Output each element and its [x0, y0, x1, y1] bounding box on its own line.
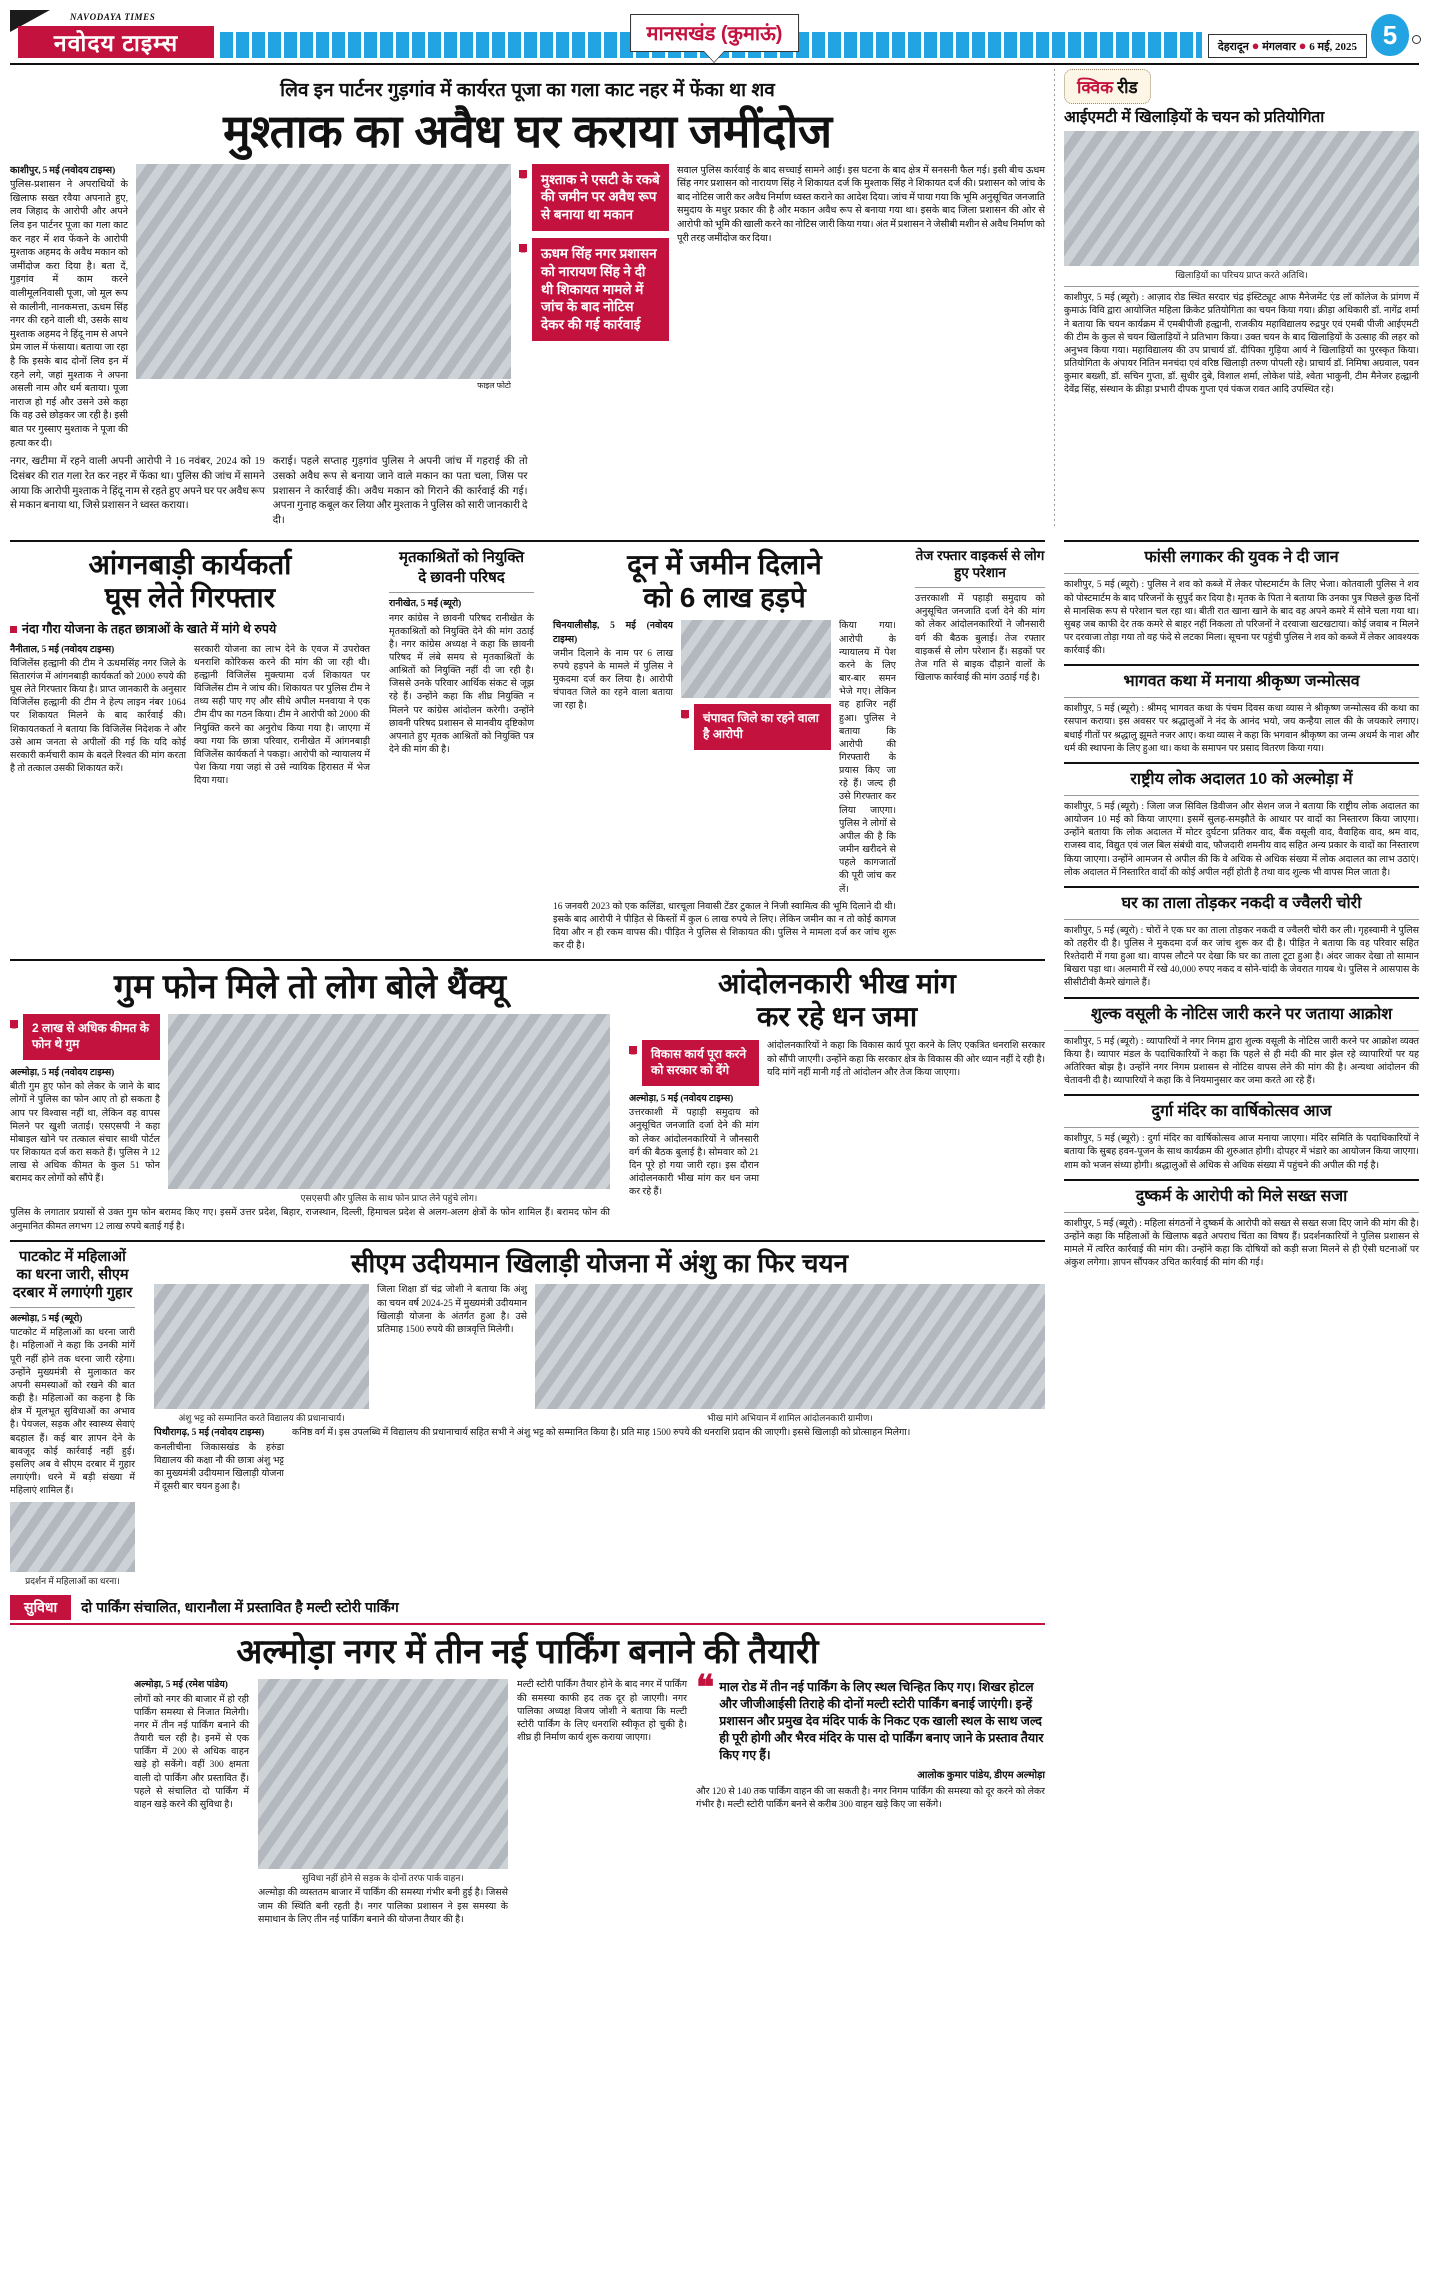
sidebar-item-0	[1064, 548, 1419, 658]
quick-read-label	[1064, 69, 1151, 104]
lead-bullets	[519, 164, 669, 452]
anganwadi-bullet-list	[10, 621, 370, 637]
lead-col3-text: कराई। पहले सप्ताह गुड़गांव पुलिस ने अपनी जांच में गहराई की तो उसको अवैध रूप से बनाया जाने वाले मकान का पता चला, जिस पर प्रशासन ने कार्रवाई की। अवैध मकान को गिराने की कार्रवाई की गई। अपना गुनाह कबूल कर लिया और मुश्ताक ने पुलिस को सारी जानकारी दे दी।	[272, 456, 528, 526]
parking-quote-byline: आलोक कुमार पांडेय, डीएम अल्मोड़ा	[917, 1769, 1045, 1781]
divider	[1064, 1127, 1419, 1128]
doon-col1: जमीन दिलाने के नाम पर 6 लाख रुपये हड़पने के मामले में पुलिस ने मुकदमा दर्ज कर लिया है। आरोपी चंपावत जिले का रहने वाला बताया जा रहा है।	[553, 648, 673, 712]
cm-col3: कनिष्ठ वर्ग में। इस उपलब्धि में विद्यालय की प्रधानाचार्य सहित सभी ने अंशु भट्ट को सम्मानित किया है। प्रति माह 1500 रुपये की धनराशि प्रदान की जाएगी। इससे खिलाड़ी को प्रोत्साहन मिलेगा।	[292, 1428, 911, 1439]
cm-col2: जिला शिक्षा डॉ चंद्र जोशी ने बताया कि अंशु का चयन वर्ष 2024-25 में मुख्यमंत्री उदीयमान खिलाड़ी योजना के अंतर्गत हुआ है। उसे प्रतिमाह 1500 रुपये की छात्रवृत्ति मिलेगी।	[377, 1285, 527, 1335]
sidebar-title-0: फांसी लगाकर की युवक ने दी जान	[1144, 549, 1339, 567]
parking-col1: लोगों को नगर की बाजार में हो रही पार्किंग समस्या से निजात मिलेगी। नगर में तीन नई पार्किंग बनाने की तैयारी चल रही है। इनमें से एक पार्किंग में 200 से अधिक वाहन खड़े हो सकेंगे। वहीं 300 क्षमता वाली दो पार्किंग और प्रस्तावित हैं। पहले से संचालित दो पार्किंग में वाहन खड़े करने की सुविधा है।	[134, 1694, 249, 1810]
lead-col1-text: पुलिस-प्रशासन ने अपराधियों के खिलाफ सख्त रवैया अपनाते हुए, लव जिहाद के आरोपी और अपने लिव इन पार्टनर पूजा का गला काट कर नहर में शव फेंकने के आरोपी मुश्ताक अहमद के अवैध मकान को जमींदोज करा दिया है। बता दें, गुड़गांव में काम करने वालीमूलनिवासी पूजा, जो मूल रूप से कालीनी, नानकमत्ता, ऊधम सिंह नगर की रहने वाली थी, उसके साथ मुश्ताक अहमद ने हिंदू नाम से अपने प्रेम जाल में फंसाया। बताया जा रहा है कि इसके बाद दोनों लिव इन में रहने लगे, जहां मुश्ताक ने अपना असली नाम और धर्म बताया। पूजा नाराज हो गई और उसने उसे कहा कि वह उसे छोड़कर जा रही है। इसी बात पर गुस्साए मुश्ताक ने पूजा की हत्या कर दी।	[10, 179, 128, 449]
sidebar-text-extra: काशीपुर, 5 मई (ब्यूरो) : दुर्गा मंदिर का वार्षिकोत्सव आज मनाया जाएगा। मंदिर समिति के पदाधिकारियों ने बताया कि सुबह हवन-पूजन के साथ कार्यक्रम की शुरुआत होगी। दोपहर में भंडारे का आयोजन किया जाएगा। शाम को भजन संध्या होगी। श्रद्धालुओं से अधिक से अधिक संख्या में पहुंचने की अपील की गई है।	[1064, 1134, 1419, 1171]
column-separator	[1054, 69, 1055, 528]
doon-col2: 16 जनवरी 2023 को एक कलिंडा, धारचूला निवासी टेंडर टुकाल ने निजी स्वामित्व की भूमि दिलाने दी थी। इसके बाद आरोपी ने पीड़ित से किस्तों में कुल 6 लाख रुपये ले लिए। लेकिन जमीन का न तो कोई कागज दिया और न ही रकम वापस की। पीड़ित ने पुलिस से शिकायत की। पुलिस ने मामला दर्ज कर जांच शुरू कर दी है।	[553, 901, 896, 952]
quick-read-panel	[1064, 69, 1419, 528]
divider	[10, 540, 1045, 542]
vikers-text: उत्तरकाशी में पहाड़ी समुदाय को अनुसूचित जनजाति दर्जा देने की मांग को लेकर आंदोलनकारियों ने जौनसारी वर्ग की बैठक बुलाई। तेज रफ्तार वाइकर्स से लोग परेशान हैं। सड़कों पर तेज गति से बाइक दौड़ाने वालों के खिलाफ कार्रवाई की मांग उठाई गई है।	[915, 594, 1045, 684]
quick-read-label-red: क्विक	[1077, 78, 1114, 97]
parking-tag: सुविधा	[10, 1595, 71, 1620]
lead-col4-text: सवाल पुलिस कार्रवाई के बाद सच्चाई सामने आई। इस घटना के बाद क्षेत्र में सनसनी फैल गई। इसी बीच ऊधम सिंह नगर प्रशासन को नारायण सिंह ने शिकायत दर्ज कि मुश्ताक सिंह ने शिकायत दर्ज की। प्रशासन को जांच के बाद नोटिस जारी कर अवैध निर्माण ध्वस्त कराने का आदेश दिया। जांच में पाया गया कि भूमि अनुसूचित जनजाति समुदाय के मधुर प्रकार की है और मकान अवैध रूप से बनाया गया था। इसके बाद जिला प्रशासन की ओर से आरोपी को भूमि की खाली करने का नोटिस जारी किया गया। अंत में प्रशासन ने जेसीबी मशीन से अवैध निर्माण को पूरी तरह जमींदोज कर दिया।	[677, 164, 1045, 244]
cm-caption-right: भीख मांगे अभियान में शामिल आंदोलनकारी ग्रामीण।	[707, 1413, 873, 1424]
masthead-rule	[10, 63, 1419, 65]
sidebar-item-3	[1064, 894, 1419, 991]
lead-bullet-1: ■ मुश्ताक ने एसटी के रकबे की जमीन पर अवैध रूप से बनाया था मकान	[532, 164, 669, 231]
lead-bullet-item	[519, 164, 669, 231]
bullet-dot-icon: ●	[1298, 38, 1307, 53]
anganwadi-headline-2: घूस लेते गिरफ्तार	[104, 582, 276, 614]
anganwadi-col1: विजिलेंस हल्द्वानी की टीम ने ऊधमसिंह नगर जिले के सितारगंज में आंगनबाड़ी कार्यकर्ता को 2000 रुपये की घूस लेते गिरफ्तार किया है। प्राप्त जानकारी के अनुसार विजिलेंस हल्द्वानी की टीम ने हेल्प लाइन नंबर 1064 पर शिकायत मिलने के बाद कार्रवाई की। शिकायतकर्ता ने बताया कि विजिलेंस निदेशक ने और उसे आम जनता से अपीलों की गई कि यदि कोई सरकारी कर्मचारी काम के बदले रिश्वत की मांग करता है तो तत्काल उसकी शिकायत करें।	[10, 658, 186, 775]
cm-headline: सीएम उदीयमान खिलाड़ी योजना में अंशु का फिर चयन	[350, 1247, 849, 1278]
parking-caption: सुविधा नहीं होने से सड़क के दोनों तरफ पार्क वाहन।	[302, 1873, 464, 1884]
quick-read-caption: खिलाड़ियों का परिचय प्राप्त करते अतिथि।	[1175, 270, 1308, 281]
parking-dateline: अल्मोड़ा, 5 मई (रमेश पांडेय)	[134, 1680, 228, 1691]
andolan-headline-1: आंदोलनकारी भीख मांग	[718, 968, 956, 1000]
doon-photo	[681, 620, 831, 698]
sidebar-item-5	[1064, 1187, 1419, 1271]
sidebar-title-extra: दुर्गा मंदिर का वार्षिकोत्सव आज	[1151, 1103, 1332, 1121]
edition-tab[interactable]: मानसखंड (कुमाऊं)	[630, 14, 800, 52]
lead-dateline: काशीपुर, 5 मई (नवोदय टाइम्स)	[10, 164, 116, 176]
dateline-place: देहरादून	[1217, 41, 1249, 53]
chhavni-headline-2: दे छावनी परिषद	[418, 568, 505, 586]
page-number: 5	[1371, 14, 1409, 56]
quick-read-label-black: रीड	[1117, 78, 1138, 97]
sidebar-item-1	[1064, 672, 1419, 756]
phone-col1: बीती गुम हुए फोन को लेकर के जाने के बाद लोगों ने पुलिस का फोन आए तो हो सकता है आप पर विश्वास नहीं था, लेकिन वह वापस मिलने पर खुशी जताई। एसएसपी ने कहा मोबाइल खोने पर तत्काल संचार साथी पोर्टल पर शिकायत दर्ज करा सकते हैं। पुलिस ने 12 लाख से अधिक कीमत के कुल 51 फोन बरामद कर लोगों को सौंपे हैं।	[10, 1082, 160, 1185]
parking-col3: मल्टी स्टोरी पार्किंग तैयार होने के बाद नगर में पार्किंग की समस्या काफी हद तक दूर हो जाएगी। नगर पालिका अध्यक्ष विजय जोशी ने बताया कि मल्टी स्टोरी पार्किंग के लिए धनराशि स्वीकृत हो चुकी है। शीघ्र ही निर्माण कार्य शुरू कराया जाएगा।	[517, 1680, 687, 1744]
patkot-headline-3: दरबार में लगाएंगी गुहार	[12, 1285, 133, 1301]
lead-story	[10, 69, 1045, 528]
divider	[10, 1240, 1045, 1242]
phone-dateline: अल्मोड़ा, 5 मई (नवोदय टाइम्स)	[10, 1068, 115, 1079]
divider	[1064, 1030, 1419, 1031]
parking-quote-block	[696, 1670, 1045, 1812]
phone-caption: एसएसपी और पुलिस के साथ फोन प्राप्त लेने पहुंचे लोग।	[300, 1193, 478, 1204]
sidebar-title-4: शुल्क वसूली के नोटिस जारी करने पर जताया आक्रोश	[1090, 1005, 1393, 1023]
phone-headline: गुम फोन मिले तो लोग बोले थैंक्यू	[113, 968, 507, 1007]
masthead	[10, 8, 1419, 60]
divider	[1064, 997, 1419, 999]
divider	[1064, 1212, 1419, 1213]
story-vikers	[915, 548, 1045, 685]
lead-bullet-item	[519, 238, 669, 341]
divider	[1064, 795, 1419, 796]
parking-photo	[258, 1679, 508, 1869]
sidebar-text-1: काशीपुर, 5 मई (ब्यूरो) : श्रीमद् भागवत कथा के पंचम दिवस कथा व्यास ने श्रीकृष्ण जन्मोत्सव की कथा का रसपान कराया। इस अवसर पर श्रद्धालुओं ने नंद के आनंद भयो, जय कन्हैया लाल की के जयकारे लगाए। बधाई गीतों पर श्रद्धालु झूमते नजर आए। कथा व्यास ने कहा कि भगवान श्रीकृष्ण का जन्म अधर्म के नाश और धर्म की स्थापना के लिए हुआ था। कथा के समापन पर प्रसाद वितरण किया गया।	[1064, 704, 1419, 754]
doon-headline-1: दून में जमीन दिलाने	[627, 549, 822, 581]
divider	[1064, 286, 1419, 287]
vikers-headline: तेज रफ्तार वाइकर्स से लोग हुए परेशान	[915, 548, 1045, 581]
bullet-dot-icon: ●	[1251, 38, 1260, 53]
parking-col2: अल्मोड़ा की व्यस्ततम बाजार में पार्किंग की समस्या गंभीर बनी हुई है। जिससे जाम की स्थिति बनी रहती है। नगर पालिका प्रशासन ने इस समस्या के समाधान के लिए तीन नई पार्किंग बनाने की योजना तैयार की है।	[258, 1888, 508, 1925]
sidebar-item-4	[1064, 1005, 1419, 1089]
andolan-bullet-text: ■ विकास कार्य पूरा करने को सरकार को देंगे	[642, 1040, 759, 1086]
parking-col4: और 120 से 140 तक पार्किंग वाहन की जा सकती है। नगर निगम पार्किंग की समस्या को दूर करने को लेकर गंभीर है। मल्टी स्टोरी पार्किंग बनने से करीब 300 वाहन खड़े किए जा सकेंगे।	[696, 1786, 1045, 1810]
cm-photo-left-block	[154, 1284, 369, 1424]
divider	[1064, 1094, 1419, 1096]
patkot-headline-1: पाटकोट में महिलाओं	[19, 1248, 126, 1265]
quote-mark-icon: ❝	[696, 1670, 715, 1708]
sidebar-text-0: काशीपुर, 5 मई (ब्यूरो) : पुलिस ने शव को कब्जे में लेकर पोस्टमार्टम के लिए भेजा। कोतवाली पुलिस ने शव को पोस्टमार्टम के बाद परिजनों के सुपुर्द कर दिया है। मृतक के पिता ने बताया कि उनका पुत्र पिछले कुछ दिनों से मानसिक रूप से परेशान चल रहा था। बीती रात खाना खाने के बाद वह अपने कमरे में सोने चला गया था। सुबह जब काफी देर तक कमरे से बाहर नहीं निकला तो परिजनों ने दरवाजा खटखटाया। कोई जवाब न मिलने पर दरवाजा तोड़ा गया तो वह फंदे से लटका मिला। सूचना पर पहुंची पुलिस ने शव को कब्जे में लेकर आवश्यक कार्रवाई की।	[1064, 580, 1419, 657]
divider	[1064, 540, 1419, 542]
patkot-headline-2: का धरना जारी, सीएम	[16, 1266, 129, 1283]
anganwadi-headline-1: आंगनबाड़ी कार्यकर्ता	[88, 549, 292, 581]
patkot-caption: प्रदर्शन में महिलाओं का धरना।	[25, 1576, 120, 1587]
divider	[1064, 697, 1419, 698]
chhavni-headline-1: मृतकाश्रितों को नियुक्ति	[399, 549, 524, 567]
lead-headline: मुश्ताक का अवैध घर कराया जमींदोज	[223, 105, 832, 157]
quick-read-title: आईएमटी में खिलाड़ियों के चयन को प्रतियोगिता	[1064, 109, 1325, 126]
patkot-photo	[10, 1502, 135, 1572]
cm-caption-left: अंशु भट्ट को सम्मानित करते विद्यालय की प्रधानाचार्य।	[178, 1413, 345, 1424]
doon-badge	[681, 704, 831, 750]
divider	[1064, 1179, 1419, 1181]
quick-read-photo	[1064, 131, 1419, 266]
divider	[1064, 664, 1419, 666]
sidebar-item-extra	[1064, 1102, 1419, 1172]
phone-photo-block	[168, 1014, 610, 1204]
andolan-dateline: अल्मोड़ा, 5 मई (नवोदय टाइम्स)	[629, 1094, 734, 1105]
chhavni-dateline: रानीखेत, 5 मई (ब्यूरो)	[389, 599, 462, 610]
sidebar-text-3: काशीपुर, 5 मई (ब्यूरो) : चोरों ने एक घर का ताला तोड़कर नकदी व ज्वैलरी चोरी कर ली। गृहस्वामी ने पुलिस को तहरीर दी है। पुलिस ने मुकदमा दर्ज कर जांच शुरू कर दी है। पीड़ित ने बताया कि वह परिवार सहित रिश्तेदारी में गया हुआ था। वापस लौटने पर देखा कि घर का ताला टूटा हुआ है। अंदर जाकर देखा तो सामान बिखरा पड़ा था। अलमारी में रखे 40,000 रुपए नकद व सोने-चांदी के जेवरात गायब थे। पुलिस ने आसपास के सीसीटीवी कैमरे खंगाले हैं।	[1064, 925, 1419, 989]
doon-dateline: चिनयालीसौड़, 5 मई (नवोदय टाइम्स)	[553, 621, 673, 645]
cm-photo-left	[154, 1284, 369, 1409]
phone-col2: पुलिस के लगातार प्रयासों से उक्त गुम फोन बरामद किए गए। इसमें उत्तर प्रदेश, बिहार, राजस्थान, दिल्ली, हिमाचल प्रदेश से अलग-अलग क्षेत्रों के फोन शामिल हैं। बरामद फोन की अनुमानित कीमत लगभग 12 लाख रुपये बताई गई है।	[10, 1208, 610, 1232]
phone-bullet	[10, 1014, 160, 1060]
sidebar-title-5: दुष्कर्म के आरोपी को मिले सख्त सजा	[1135, 1187, 1348, 1205]
divider	[1064, 919, 1419, 920]
square-bullet-icon	[10, 626, 17, 633]
phone-bullet-text: ■ 2 लाख से अधिक कीमत के फोन थे गुम	[23, 1014, 160, 1060]
andolan-col1: उत्तरकाशी में पहाड़ी समुदाय को अनुसूचित जनजाति दर्जा देने की मांग को लेकर आंदोलनकारियों ने जौनसारी वर्ग की बैठक बुलाई है। सोमवार को 21 दिन पूरे हो गया जारी रहा। इस दौरान आंदोलनकारी भीख मांग कर धन जमा कर रहे हैं।	[629, 1108, 759, 1198]
story-chhavni	[389, 548, 534, 758]
lead-kicker: लिव इन पार्टनर गुड़गांव में कार्यरत पूजा का गला काट नहर में फेंका था शव	[280, 80, 775, 101]
logo-english-name: NAVODAYA TIMES	[70, 12, 156, 22]
parking-tagline: दो पार्किंग संचालित, धारानौला में प्रस्तावित है मल्टी स्टोरी पार्किंग	[81, 1599, 399, 1616]
logo-hindi-name: नवोदय टाइम्स	[18, 26, 214, 58]
patkot-text: पाटकोट में महिलाओं का धरना जारी है। महिलाओं ने कहा कि उनकी मांगें पूरी नहीं होने तक धरना जारी रहेगा। उन्होंने मुख्यमंत्री से मुलाकात कर अपनी समस्याओं को रखने की बात कही है। महिलाओं का कहना है कि क्षेत्र में मूलभूत सुविधाओं का अभाव है। पेयजल, सड़क और स्वास्थ्य सेवाएं बदहाल हैं। कई बार ज्ञापन देने के बावजूद कोई कार्रवाई नहीं हुई। इसलिए अब वे सीएम दरबार में गुहार लगाएंगी। धरने में बड़ी संख्या में महिलाएं शामिल हैं।	[10, 1328, 135, 1497]
story-doon	[553, 548, 896, 953]
lead-photo	[136, 164, 511, 379]
andolan-bullet	[629, 1040, 759, 1086]
cm-photo-right	[535, 1284, 1045, 1409]
andolan-headline-2: कर रहे धन जमा	[756, 1001, 918, 1033]
divider	[389, 592, 534, 593]
sidebar-text-5: काशीपुर, 5 मई (ब्यूरो) : महिला संगठनों ने दुष्कर्म के आरोपी को सख्त से सख्त सजा दिए जाने की मांग की है। उन्होंने कहा कि महिलाओं के खिलाफ बढ़ते अपराध चिंता का विषय हैं। प्रदर्शनकारियों ने पुलिस प्रशासन से मामले में त्वरित कार्रवाई की मांग की। उन्होंने कहा कि दोषियों को कड़ी सजा मिलने से ही ऐसी घटनाओं पर अंकुश लगेगा। ज्ञापन सौंपकर उचित कार्रवाई की मांग की गई।	[1064, 1218, 1419, 1269]
newspaper-logo[interactable]	[10, 10, 220, 58]
dateline-day: मंगलवार	[1262, 41, 1296, 53]
mid-left-zone	[10, 534, 1045, 1927]
parking-photo-block	[258, 1679, 508, 1926]
divider	[1064, 573, 1419, 574]
sidebar-title-2: राष्ट्रीय लोक अदालत 10 को अल्मोड़ा में	[1130, 770, 1353, 788]
story-anganwadi	[10, 548, 370, 788]
cm-photo-right-block	[535, 1284, 1045, 1424]
parking-tag-row	[10, 1595, 1045, 1625]
anganwadi-bullet	[10, 621, 370, 637]
phone-photo	[168, 1014, 610, 1189]
doon-headline-2: को 6 लाख हड़पे	[643, 582, 806, 614]
anganwadi-col2: सरकारी योजना का लाभ देने के एवज में उपरोक्त धनराशि कोरिकस करने की मांग की जा रही थी। हल्द्वानी विजिलेंस मुक्त्यामा दर्ज शिकायत पर विजिलेंस टीम ने जांच की। शिकायत पर पुलिस टीम ने तथ्य सही पाए गए और सीधे अपील मनवाया ने एक टीम दीप का गठन किया। टीम ने आरोपी को 2000 की नियुक्ति करने का अनुरोध किया गया है। जाएगा में क्या गया कि छात्रा परिवार, रानीखेत में आंगनबाड़ी विजिलेंस कार्यकर्ता ने पकड़ा। आरोपी को न्यायालय में पेश किया गया जहां से उसे न्यायिक हिरासत में भेज दिया गया।	[194, 644, 370, 787]
anganwadi-dateline: नैनीताल, 5 मई (नवोदय टाइम्स)	[10, 644, 115, 655]
story-phone	[10, 967, 610, 1233]
cm-col1: कनलीचीना जिकासखंड के हरुंडा विद्यालय की कक्षा नौ की छात्रा अंशु भट्ट का मुख्यमंत्री उदीयमान खिलाड़ी योजना में दूसरी बार चयन हुआ है।	[154, 1442, 284, 1493]
dateline-date: 6 मई, 2025	[1309, 41, 1357, 53]
dateline-box	[1208, 34, 1367, 58]
divider	[1064, 886, 1419, 888]
quick-read-text: काशीपुर, 5 मई (ब्यूरो) : आज़ाद रोड स्थित सरदार चंद्र इंस्टिट्यूट आफ मैनेजमेंट एंड लॉ कॉलेज के प्रांगण में कुमाऊं विवि द्वारा आयोजित महिला क्रिकेट प्रतियोगिता का चयन किया गया। क्रीड़ा अधिकारी डॉ. नागेंद्र शर्मा ने बताया कि चयन कार्यक्रम में एमबीपीजी हल्द्वानी, राजकीय महाविद्यालय रुद्रपुर एवं एमबी पीजी आईएमटी की टीम के कुल से चयन खिलाड़ियों ने प्रतिभाग किया। उक्त चयन के बाद खिलाड़ियों के उत्साह की लहर को अनुभव किया गया। महाविद्यालय की उप प्राचार्य डॉ. दीपिका गुड़िया आर्य ने खिलाड़ियों का पुरस्कृत किया। प्रतियोगिता के अंपायर नितिन मनचंदा एवं वरिष्ठ खिलाड़ी तरुण पोपली रहे। प्राचार्य डॉ. निमिषा अग्रवाल, पवन कुमार बख्शी, डॉ. सचिन गुप्ता, डॉ. सुधीर दुबे, विशाल शर्मा, लोकेश पांडे, श्वेता भाकुनी, टीम मैनेजर हल्द्वानी देवेंद्र सिंह, संस्थान के क्रीड़ा प्रभारी दीपक गुप्ता एवं पंकज रावत आदि उपस्थित रहे।	[1064, 293, 1419, 396]
story-patkot	[10, 1248, 135, 1588]
doon-badge-text: ■ चंपावत जिले का रहने वाला है आरोपी	[694, 704, 831, 750]
doon-col3: किया गया। आरोपी के न्यायालय में पेश करने के लिए बार-बार समन भेजे गए। लेकिन वह हाजिर नहीं हुआ। पुलिस ने बताया कि आरोपी की गिरफ्तारी के प्रयास किए जा रहे हैं। जल्द ही उसे गिरफ्तार कर लिया जाएगा। पुलिस ने लोगों से अपील की है कि जमीन खरीदने से पहले कागजातों की पूरी जांच कर लें।	[839, 621, 896, 895]
anganwadi-bullet-text: नंदा गौरा योजना के तहत छात्राओं के खाते में मांगे थे रुपये	[22, 622, 277, 637]
page-number-badge	[1367, 14, 1419, 60]
sidebar-text-2: काशीपुर, 5 मई (ब्यूरो) : जिला जज सिविल डिवीजन और सेशन जज ने बताया कि राष्ट्रीय लोक अदालत का आयोजन 10 मई को किया जाएगा। इसमें सुलह-समझौते के आधार पर वादों का निस्तारण किया जाएगा। उन्होंने बताया कि लोक अदालत में मोटर दुर्घटना प्रतिकर वाद, बैंक वसूली वाद, वैवाहिक वाद, श्रम वाद, राजस्व वाद, विद्युत एवं जल बिल संबंधी वाद, फौजदारी शमनीय वाद सहित अन्य प्रकार के वादों का निस्तारण किया जाएगा। उन्होंने आमजन से अपील की कि वे अधिक से अधिक संख्या में लोक अदालत का लाभ उठाएं। लोक अदालत में निस्तारित वादों की कोई अपील नहीं होती है तथा वाद शुल्क भी वापस मिल जाता है।	[1064, 801, 1419, 878]
divider	[10, 1307, 135, 1308]
sidebar-text-4: काशीपुर, 5 मई (ब्यूरो) : व्यापारियों ने नगर निगम द्वारा शुल्क वसूली के नोटिस जारी करने पर आक्रोश व्यक्त किया है। व्यापार मंडल के पदाधिकारियों ने कहा कि पहले से ही मंदी की मार झेल रहे व्यापारियों पर यह अतिरिक्त बोझ है। उन्होंने नगर निगम प्रशासन से नोटिस वापस लेने की मांग की है। अन्यथा आंदोलन की चेतावनी दी है। व्यापारियों ने कहा कि वे नियमानुसार कर जमा करते आ रहे हैं।	[1064, 1036, 1419, 1087]
chhavni-text: नगर कांग्रेस ने छावनी परिषद रानीखेत के मृतकाश्रितों को नियुक्ति देने की मांग उठाई है। नगर कांग्रेस अध्यक्ष ने कहा कि छावनी परिषद में लंबे समय से मृतकाश्रितों के आश्रितों को नियुक्ति नहीं दी जा रही है। जिससे उनके परिवार आर्थिक संकट से जूझ रहे हैं। उन्होंने कहा कि शीघ्र नियुक्ति न मिलने पर कांग्रेस आंदोलन करेगी। उन्होंने छावनी परिषद प्रशासन से मानवीय दृष्टिकोण अपनाते हुए मृतक आश्रितों को नियुक्ति पत्र देने की मांग की है।	[389, 613, 534, 756]
phone-left-col	[10, 1014, 160, 1204]
lead-photo-credit: फाइल फोटो	[477, 380, 511, 390]
cm-dateline: पिथौरागढ़, 5 मई (नवोदय टाइम्स)	[154, 1428, 265, 1439]
divider	[915, 587, 1045, 588]
sidebar-title-3: घर का ताला तोड़कर नकदी व ज्वैलरी चोरी	[1121, 894, 1362, 912]
parking-quote: माल रोड में तीन नई पार्किंग के लिए स्थल चिन्हित किए गए। शिखर होटल और जीजीआईसी तिराहे की दोनों मल्टी स्टोरी पार्किंग बनाई जाएंगी। इन्हें प्रशासन और प्रमुख देव मंदिर पार्क के निकट एक खाली स्थल के साथ जल्द ही पूरी होगी और भैरव मंदिर के पास दो पार्किंग बनाए जाने के प्रस्ताव तैयार किए गए हैं।	[719, 1680, 1044, 1762]
doon-photo-block	[681, 620, 831, 896]
lead-col-1	[10, 164, 128, 452]
andolan-col2: आंदोलनकारियों ने कहा कि विकास कार्य पूरा करने के लिए एकत्रित धनराशि सरकार को सौंपी जाएगी। उन्होंने कहा कि सरकार क्षेत्र के विकास की ओर ध्यान नहीं दे रही है। यदि मांगें नहीं मानी गईं तो आंदोलन और तेज किया जाएगा।	[767, 1041, 1045, 1078]
patkot-dateline: अल्मोड़ा, 5 मई (ब्यूरो)	[10, 1314, 83, 1325]
right-sidebar	[1064, 534, 1419, 1270]
lead-photo-block	[136, 164, 511, 452]
lead-bullet-2: ■ ऊधम सिंह नगर प्रशासन को नारायण सिंह ने दी थी शिकायत मामले में जांच के बाद नोटिस देकर की गई कार्रवाई	[532, 238, 669, 341]
divider	[1064, 762, 1419, 764]
sidebar-title-1: भागवत कथा में मनाया श्रीकृष्ण जन्मोत्सव	[1123, 673, 1360, 691]
sidebar-item-2	[1064, 770, 1419, 880]
lead-col2-text: नगर, खटीमा में रहने वाली अपनी आरोपी ने 16 नवंबर, 2024 को 19 दिसंबर की रात गला रेत कर नहर में फेंका था। पुलिस की जांच में सामने आया कि आरोपी मुश्ताक ने हिंदू नाम से रहते हुए अपने घर पर अवैध रूप से मकान बनाया था, जिसे प्रशासन ने ध्वस्त कराया।	[10, 456, 265, 512]
story-cm	[154, 1248, 1045, 1495]
divider	[10, 959, 1045, 961]
story-andolan	[629, 967, 1045, 1200]
parking-headline: अल्मोड़ा नगर में तीन नई पार्किंग बनाने की तैयारी	[236, 1633, 819, 1672]
lead-col-4	[677, 164, 1045, 452]
